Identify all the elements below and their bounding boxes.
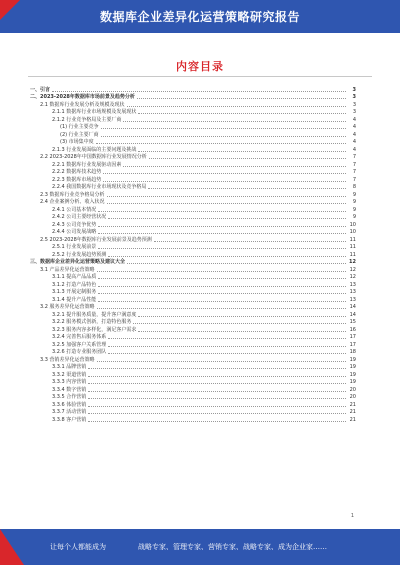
toc-entry-label: 3.3.6 体验营销 [52, 401, 87, 408]
footer-slogan: 让每个人都能成为 [50, 543, 106, 551]
toc-entry[interactable] [30, 86, 356, 94]
toc-entry-label: 2.5 2023-2028年数据库行业发展前景及趋势预测 [40, 236, 152, 243]
report-title: 数据库企业差异化运营策略研究报告 [99, 10, 300, 24]
toc-entry[interactable] [30, 341, 356, 349]
toc-entry-page: 10 [349, 221, 356, 228]
toc-entry-page: 14 [349, 311, 356, 318]
toc-leader-dots [154, 240, 346, 242]
toc-entry-page: 7 [352, 176, 356, 183]
toc-entry-label: 3.3.7 活动营销 [52, 409, 87, 415]
toc-entry-page: 13 [349, 296, 356, 303]
toc-entry[interactable] [30, 364, 356, 372]
toc-entry[interactable] [30, 289, 356, 297]
toc-entry[interactable] [30, 116, 356, 124]
toc-leader-dots [97, 307, 346, 309]
toc-entry-page: 11 [349, 251, 356, 258]
toc-entry-label: 3.2.6 打造专业服务团队 [52, 349, 107, 355]
toc-entry[interactable] [30, 146, 356, 154]
toc-entry-page: 3 [352, 86, 356, 93]
toc-entry-page: 12 [349, 274, 356, 280]
toc-entry-label: 3.1 产品差异化运营策略 [40, 266, 95, 273]
toc-entry-label: 3.3.4 数字营销 [52, 386, 87, 393]
toc-leader-dots [98, 210, 346, 212]
toc-entry[interactable] [30, 101, 356, 109]
toc-entry-label: 3.2.1 提升服务质量，提升客户满意度 [52, 311, 137, 318]
toc-entry[interactable] [30, 334, 356, 342]
toc-entry[interactable] [30, 266, 356, 274]
toc-entry-page: 12 [349, 259, 356, 265]
toc-entry[interactable] [30, 191, 356, 199]
toc-leader-dots [96, 142, 346, 144]
toc-leader-dots [98, 292, 346, 294]
toc-leader-dots [133, 322, 346, 324]
toc-entry-label: 一、引言 [30, 86, 51, 93]
toc-entry-label: 3.3.3 内容营销 [52, 379, 87, 385]
toc-entry-label: 3.3.1 品牌营销 [52, 364, 87, 370]
toc-entry[interactable] [30, 214, 356, 222]
toc-entry-page: 19 [349, 356, 356, 363]
toc-entry-page: 4 [352, 116, 356, 123]
toc-list [30, 86, 356, 424]
toc-entry-page: 20 [349, 386, 356, 393]
toc-leader-dots [107, 202, 346, 204]
toc-leader-dots [98, 300, 346, 302]
toc-entry[interactable] [30, 221, 356, 229]
header-banner [0, 0, 400, 33]
toc-entry[interactable] [30, 304, 356, 312]
toc-leader-dots [108, 352, 346, 354]
toc-leader-dots [127, 262, 346, 264]
toc-leader-dots [88, 375, 346, 377]
toc-entry[interactable] [30, 326, 356, 334]
toc-leader-dots [98, 232, 346, 234]
toc-entry[interactable] [30, 176, 356, 184]
toc-entry[interactable] [30, 319, 356, 327]
toc-leader-dots [88, 367, 346, 369]
toc-entry[interactable] [30, 169, 356, 177]
toc-leader-dots [88, 405, 346, 407]
toc-leader-dots [149, 157, 346, 159]
toc-entry-label: 3.1.1 提高产品品质 [52, 274, 97, 280]
toc-entry-page: 7 [352, 161, 356, 168]
toc-entry-label: 3.1.3 开展定制服务 [52, 289, 97, 295]
toc-leader-dots [97, 270, 346, 272]
toc-leader-dots [127, 105, 346, 107]
toc-entry-label: (3) 市场集中度 [60, 139, 94, 145]
toc-entry[interactable] [30, 131, 356, 139]
toc-leader-dots [88, 412, 346, 414]
toc-divider [28, 76, 372, 77]
footer-accent-triangle [0, 529, 24, 565]
toc-entry-page: 4 [352, 146, 356, 153]
toc-entry-label: 2.2 2023-2028年中国数据库行业发展情况分析 [40, 154, 147, 160]
toc-entry[interactable] [30, 356, 356, 364]
toc-entry-page: 19 [349, 379, 356, 385]
toc-entry[interactable] [30, 349, 356, 357]
toc-entry-label: 2.3 数据库行业竞争格局分析 [40, 191, 105, 198]
toc-entry-page: 15 [349, 319, 356, 325]
toc-leader-dots [103, 180, 346, 182]
toc-entry-label: (2) 行业主要厂商 [60, 131, 99, 138]
toc-entry-label: 二、2023-2028年数据库市场前景及趋势分析 [30, 94, 135, 100]
toc-entry[interactable] [30, 401, 356, 409]
toc-entry-label: 2.4 企业案例分析、收入状况 [40, 199, 105, 205]
toc-entry[interactable] [30, 236, 356, 244]
toc-entry-label: 3.2.2 服务模式创新，打造特色服务 [52, 319, 132, 325]
toc-entry[interactable] [30, 161, 356, 169]
toc-leader-dots [88, 397, 346, 399]
toc-entry-page: 11 [349, 236, 356, 243]
toc-entry-page: 13 [349, 281, 356, 288]
toc-leader-dots [52, 90, 346, 92]
toc-entry-label: 2.4.4 公司发展战略 [52, 229, 97, 235]
footer-tags: 战略专家、管理专家、营销专家、战略专家、成为企业家…… [138, 543, 327, 551]
toc-entry[interactable] [30, 229, 356, 237]
toc-entry-label: 3.2.4 完善售后服务体系 [52, 334, 107, 340]
toc-entry-label: 2.4.3 公司竞争优势 [52, 221, 97, 228]
toc-entry[interactable] [30, 409, 356, 417]
toc-entry-page: 19 [349, 371, 356, 378]
toc-title: 内容目录 [176, 60, 224, 73]
toc-entry[interactable] [30, 94, 356, 102]
toc-leader-dots [107, 195, 346, 197]
toc-entry[interactable] [30, 371, 356, 379]
toc-entry-label: 3.1.4 提升产品性能 [52, 296, 97, 303]
toc-leader-dots [98, 247, 346, 249]
toc-entry-label: 2.2.1 数据库行业发展驱动因素 [52, 161, 122, 168]
toc-leader-dots [97, 360, 346, 362]
toc-leader-dots [148, 187, 346, 189]
toc-entry-page: 17 [349, 341, 356, 348]
toc-entry-label: 3.2.5 加强客户关系管理 [52, 341, 107, 348]
toc-entry-page: 3 [352, 109, 356, 115]
toc-entry-page: 8 [352, 184, 356, 190]
toc-entry-label: 3.3.5 合作营销 [52, 394, 87, 400]
toc-entry[interactable] [30, 386, 356, 394]
toc-entry[interactable] [30, 244, 356, 252]
toc-entry-label: 2.1 数据库行业发展分析及规模及现状 [40, 101, 125, 108]
toc-entry-page: 13 [349, 289, 356, 295]
footer-banner [0, 529, 400, 565]
toc-entry-label: 2.5.2 行业发展趋势预测 [52, 251, 107, 258]
toc-entry-page: 7 [352, 154, 356, 160]
toc-entry-page: 9 [352, 206, 356, 213]
toc-leader-dots [108, 217, 346, 219]
toc-entry-page: 10 [349, 229, 356, 235]
toc-leader-dots [123, 165, 346, 167]
toc-entry-page: 19 [349, 364, 356, 370]
toc-entry[interactable] [30, 184, 356, 192]
toc-entry-label: 3.3.8 客户营销 [52, 416, 87, 423]
toc-entry[interactable] [30, 296, 356, 304]
toc-leader-dots [137, 97, 346, 99]
toc-entry-label: (1) 行业主要竞争 [60, 124, 99, 130]
toc-leader-dots [101, 135, 346, 137]
toc-entry-label: 3.2.3 服务内容多样化，满足客户需求 [52, 326, 137, 333]
toc-leader-dots [98, 285, 346, 287]
toc-entry-label: 2.1.3 行业发展面临的主要问题及挑战 [52, 146, 137, 153]
toc-entry[interactable] [30, 124, 356, 132]
toc-entry[interactable] [30, 251, 356, 259]
toc-entry-page: 4 [352, 139, 356, 145]
toc-entry[interactable] [30, 109, 356, 117]
toc-leader-dots [98, 277, 346, 279]
toc-leader-dots [138, 112, 346, 114]
toc-entry-label: 2.2.2 数据库技术趋势 [52, 169, 102, 175]
toc-entry-page: 21 [349, 416, 356, 423]
toc-entry-label: 3.1.2 打造产品特色 [52, 281, 97, 288]
toc-entry-page: 21 [349, 401, 356, 408]
toc-entry-label: 2.2.3 数据库市场趋势 [52, 176, 102, 183]
toc-entry[interactable] [30, 416, 356, 424]
toc-leader-dots [108, 337, 346, 339]
toc-entry[interactable] [30, 259, 356, 267]
toc-entry-page: 12 [349, 266, 356, 273]
toc-entry-label: 2.4.1 公司基本情况 [52, 206, 97, 213]
toc-leader-dots [88, 420, 346, 422]
toc-entry-page: 9 [352, 214, 356, 220]
toc-leader-dots [108, 255, 346, 257]
toc-leader-dots [138, 315, 346, 317]
toc-entry-label: 三、数据库企业差异化运营策略及建议大全 [30, 259, 126, 265]
toc-entry-page: 9 [352, 199, 356, 205]
toc-entry[interactable] [30, 311, 356, 319]
toc-leader-dots [138, 150, 346, 152]
toc-entry-page: 17 [349, 334, 356, 340]
toc-entry-page: 14 [349, 304, 356, 310]
toc-entry[interactable] [30, 394, 356, 402]
toc-leader-dots [88, 382, 346, 384]
toc-entry-page: 16 [349, 326, 356, 333]
toc-entry[interactable] [30, 139, 356, 147]
toc-entry-page: 3 [352, 101, 356, 108]
toc-leader-dots [98, 225, 346, 227]
toc-entry-page: 7 [352, 169, 356, 175]
toc-entry-page: 4 [352, 131, 356, 138]
toc-entry[interactable] [30, 274, 356, 282]
toc-leader-dots [138, 330, 346, 332]
toc-leader-dots [108, 345, 346, 347]
toc-entry-page: 9 [352, 191, 356, 198]
toc-entry-label: 3.2 服务差异化运营策略 [40, 304, 95, 310]
toc-entry-label: 2.5.1 行业发展前景 [52, 244, 97, 250]
toc-entry-page: 20 [349, 394, 356, 400]
toc-entry-label: 3.3 营销差异化运营策略 [40, 356, 95, 363]
toc-entry-label: 2.4.2 公司主要经营状况 [52, 214, 107, 220]
toc-leader-dots [123, 120, 346, 122]
toc-entry-label: 2.1.2 行业竞争格局及主要厂商 [52, 116, 122, 123]
toc-entry-page: 11 [349, 244, 356, 250]
toc-entry-page: 18 [349, 349, 356, 355]
toc-entry-page: 4 [352, 124, 356, 130]
toc-entry-page: 21 [349, 409, 356, 415]
toc-entry[interactable] [30, 154, 356, 162]
toc-leader-dots [88, 390, 346, 392]
toc-entry-label: 2.1.1 数据库行业市场规模及发展现状 [52, 109, 137, 115]
toc-entry[interactable] [30, 199, 356, 207]
page-number: 1 [350, 513, 354, 519]
toc-leader-dots [103, 172, 346, 174]
toc-leader-dots [101, 127, 346, 129]
toc-entry-label: 2.2.4 我国数据库行业市场现状及竞争格局 [52, 184, 147, 190]
toc-entry[interactable] [30, 379, 356, 387]
toc-entry[interactable] [30, 281, 356, 289]
toc-entry[interactable] [30, 206, 356, 214]
toc-entry-page: 3 [352, 94, 356, 100]
toc-entry-label: 3.3.2 渠道营销 [52, 371, 87, 378]
